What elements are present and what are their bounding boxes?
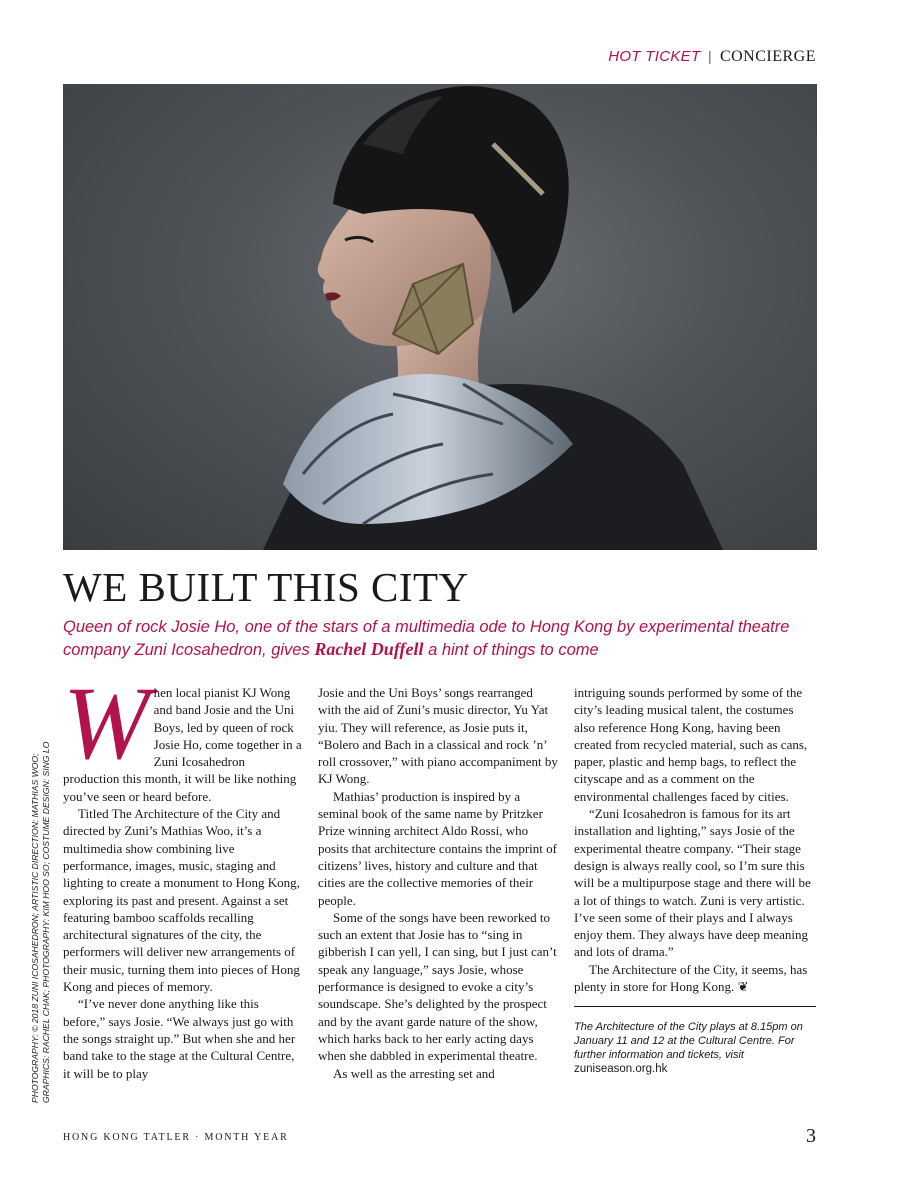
photo-credit [30,703,52,1103]
paragraph: Some of the songs have been reworked to such an extent that Josie has to “sing in gibberish I can yell, I can sing, but I just can’t speak any language,” says Josie, whose performance is designed to evoke a city’s soundscape. She’s delighted by the prospect and by the avant garde nature of the show, which harks back to her early acting days when she dabbled in experimental theatre. [318,909,557,1064]
paragraph [574,961,814,996]
paragraph: “Zuni Icosahedron is famous for its art installation and lighting,” says Josie of the experimental theatre company. “Their stage design is always really cool, so I’m sure this will be a multipurpose stage and there will be a lot of things to watch. Zuni is very artistic. I’ve seen some of their plays and I always enjoy them. They always have deep meaning and lots of drama.” [574,806,811,960]
paragraph: As well as the arresting set and [333,1065,495,1081]
paragraph: intriguing sounds performed by some of the city’s leading musical talent, the costumes also reference Hong Kong, having been created from recycled material, such as cans, paper, plastic and hemp bags, to reflect the cityscape and as a comment on the environmental challenges faced by cities. [574,685,808,804]
credit-line: GRAPHICS: RACHEL CHAK; PHOTOGRAPHY: KIM HOO SO; COSTUME DESIGN: SING LO [41,741,51,1103]
page-number: 3 [806,1125,816,1147]
article-column-2 [318,684,558,1082]
article-headline: WE BUILT THIS CITY [63,564,469,610]
section-separator: | [708,49,712,65]
article-column-1 [63,666,303,1082]
paragraph: hen local pianist KJ Wong and band Josie and the Uni Boys, led by queen of rock Josie Ho, come together in a Zuni Icosahedron production this month, it will be like nothing you’ve seen or heard before. [63,685,302,804]
paragraph: Josie and the Uni Boys’ songs rearranged with the aid of Zuni’s music director, Yu Yat yiu. They will reference, as Josie puts it, “Bolero and Bach in a classical and rock ’n’ roll crossover,” with piano accompaniment by KJ Wong. [318,685,558,787]
closing-sentence: The Architecture of the City, it seems, has plenty in store for Hong Kong. [574,961,808,995]
caption-text: The Architecture of the City plays at 8.15pm on January 11 and 12 at the Cultural Centre. For further information and tickets, visit [574,1021,803,1061]
hero-photo [63,84,817,550]
ticket-url-link[interactable]: zuniseason.org.hk [574,1063,668,1075]
subsection-label: CONCIERGE [719,48,816,65]
article-column-3 [574,684,814,995]
section-header [608,48,816,66]
paragraph: Mathias’ production is inspired by a seminal book of the same name by Pritzker Prize winning architect Aldo Rossi, who posits that architecture contains the imprint of citizens’ lives, history and culture and that cities are the collective memories of their people. [318,788,557,908]
caption-divider [574,1006,816,1007]
credit-line: PHOTOGRAPHY: © 2018 ZUNI ICOSAHEDRON; ARTISTIC DIRECTION: MATHIAS WOO; [30,753,40,1103]
paragraph: Titled The Architecture of the City and directed by Zuni’s Mathias Woo, it’s a multimedia show combining live performance, images, music, staging and lighting to create a monument to Hong Kong, exploring its past and present. Against a set featuring bamboo scaffolds recalling architectural signatures of the city, the performers will deliver new arrangements of their music, turning them into pieces of Hong Kong and pieces of memory. [63,806,300,995]
paragraph: “I’ve never done anything like this before,” says Josie. “We always just go with the songs straight up.” But when she and her band take to the stage at the Cultural Centre, it will be to play [63,996,296,1081]
section-label: HOT TICKET [608,48,701,65]
author-byline: Rachel Duffell [314,639,424,659]
footer-publication: HONG KONG TATLER · MONTH YEAR [63,1132,289,1143]
drop-cap: W [63,666,150,781]
standfirst-text-end: a hint of things to come [423,641,599,659]
standfirst-text: Queen of rock Josie Ho, one of the stars of a multimedia ode to Hong Kong by experimental theatre company Zuni Icosahedron, gives [63,618,790,659]
portrait-illustration [63,84,817,550]
end-mark-icon: ❦ [737,979,749,995]
article-standfirst [63,616,823,661]
event-caption [574,1020,819,1076]
